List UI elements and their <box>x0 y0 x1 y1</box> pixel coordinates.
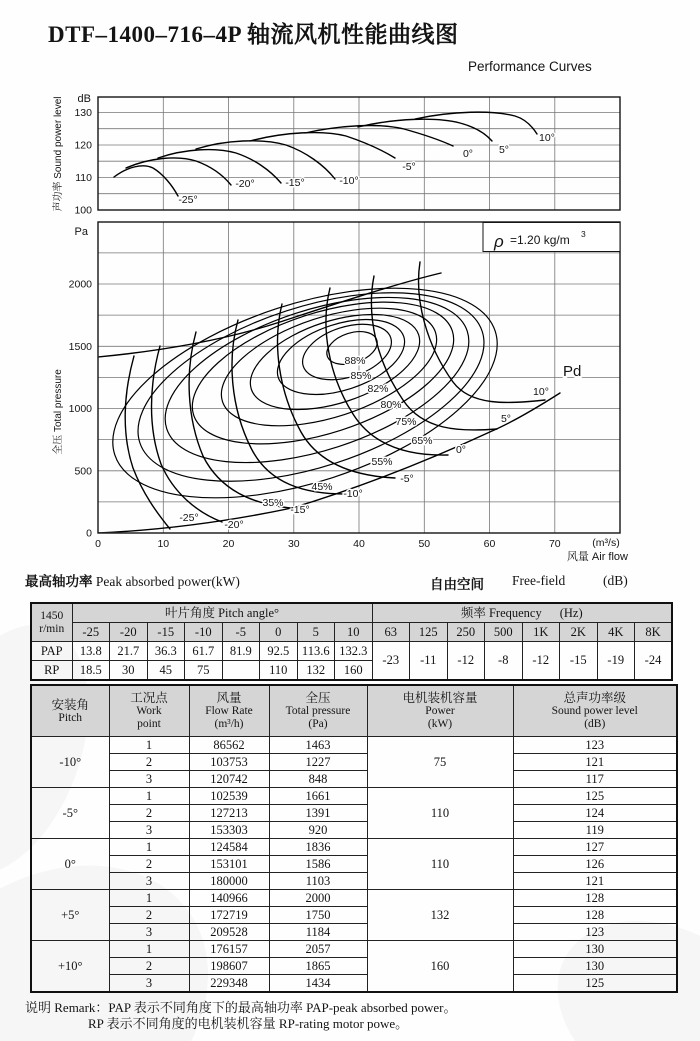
flow-rate: 209528 <box>189 924 269 941</box>
freq-col: 2K <box>560 623 598 642</box>
pitch-col: -10 <box>185 623 223 642</box>
freq-value: -11 <box>410 642 448 681</box>
freq-value: -12 <box>522 642 560 681</box>
table-row <box>31 754 677 771</box>
curve-label: -10° <box>343 488 363 500</box>
page-subtitle: Performance Curves <box>468 59 592 74</box>
pap-value: 36.3 <box>147 642 185 661</box>
power-cell: 132 <box>367 890 513 941</box>
pitch-col: -20 <box>110 623 148 642</box>
sound-power-level: 126 <box>513 856 677 873</box>
curve-label: -25° <box>179 512 199 524</box>
power-cell: 110 <box>367 788 513 839</box>
efficiency-label: 35% <box>262 497 284 509</box>
x-axis-title: 风量 Air flow <box>566 551 628 563</box>
pap-value: 13.8 <box>72 642 110 661</box>
freq-col: 1K <box>522 623 560 642</box>
sound-power-chart <box>51 93 620 217</box>
table-row <box>31 890 677 907</box>
sound-power-level: 130 <box>513 958 677 975</box>
table-row <box>31 975 677 993</box>
total-pressure-chart <box>51 222 628 563</box>
freq-col: 8K <box>635 623 673 642</box>
pap-value: 21.7 <box>110 642 148 661</box>
pitch-col: 10 <box>335 623 373 642</box>
y-tick: 2000 <box>68 278 92 291</box>
table-row <box>31 856 677 873</box>
pap-value: 81.9 <box>222 642 260 661</box>
pitch-col: -25 <box>72 623 110 642</box>
curve-label: -5° <box>400 473 414 485</box>
pitch-angle-header: 叶片角度 Pitch angle° <box>72 603 372 623</box>
curve-sound--10 <box>196 141 335 179</box>
work-point: 1 <box>109 890 189 907</box>
peak-power-frequency-table <box>30 602 673 681</box>
col-header-sound-power: 总声功率级 Sound power level (dB) <box>513 685 677 737</box>
freq-value: -8 <box>485 642 523 681</box>
rp-value: 160 <box>335 661 373 681</box>
sound-power-level: 124 <box>513 805 677 822</box>
work-point: 2 <box>109 856 189 873</box>
rho-value: =1.20 kg/m <box>510 233 570 247</box>
x-tick: 50 <box>418 538 431 550</box>
total-pressure: 1463 <box>269 737 367 754</box>
frequency-header-unit: (Hz) <box>559 605 583 620</box>
peak-power-caption-cn: 最高轴功率 <box>25 574 93 589</box>
freq-col: 63 <box>372 623 410 642</box>
y-unit-label: Pa <box>74 226 88 238</box>
table-row <box>31 737 677 754</box>
free-field-caption-unit: (dB) <box>603 573 628 588</box>
speed-cell <box>31 603 72 642</box>
flow-rate: 124584 <box>189 839 269 856</box>
y-axis-title: 全压 Total pressure <box>53 369 64 455</box>
total-pressure: 848 <box>269 771 367 788</box>
pitch-col: -15 <box>147 623 185 642</box>
pitch-col: -5 <box>222 623 260 642</box>
pitch-cell: -5° <box>31 788 109 839</box>
table-row <box>31 873 677 890</box>
rp-value: 30 <box>110 661 148 681</box>
x-ticks <box>95 538 561 550</box>
curve-sound-10 <box>415 112 537 134</box>
sound-power-level: 128 <box>513 890 677 907</box>
rp-value: 75 <box>185 661 223 681</box>
table-header-row <box>31 685 677 737</box>
rp-value <box>222 661 260 681</box>
table-row <box>31 788 677 805</box>
efficiency-label: 80% <box>380 399 402 411</box>
curve-label: 0° <box>455 444 467 456</box>
x-tick: 20 <box>222 538 235 550</box>
sound-power-level: 128 <box>513 907 677 924</box>
freq-value: -24 <box>635 642 673 681</box>
total-pressure: 1227 <box>269 754 367 771</box>
y-tick: 0 <box>86 527 92 540</box>
curve-label: -15° <box>290 504 310 516</box>
freq-col: 125 <box>410 623 448 642</box>
curve-sound--20 <box>126 158 231 185</box>
work-point: 1 <box>109 788 189 805</box>
table-row <box>31 907 677 924</box>
speed-unit: r/min <box>39 622 65 635</box>
sound-power-level: 130 <box>513 941 677 958</box>
total-pressure: 2000 <box>269 890 367 907</box>
sound-power-level: 117 <box>513 771 677 788</box>
power-cell: 75 <box>367 737 513 788</box>
work-point: 3 <box>109 873 189 890</box>
work-point: 1 <box>109 839 189 856</box>
curve-label: -20° <box>235 178 255 190</box>
pd-curve-label: Pd <box>563 363 582 380</box>
table-row <box>31 805 677 822</box>
table-row <box>31 771 677 788</box>
row-label: PAP <box>31 642 72 661</box>
freq-value: -23 <box>372 642 410 681</box>
work-point: 1 <box>109 941 189 958</box>
pressure-curve-area <box>87 247 560 540</box>
work-point: 2 <box>109 958 189 975</box>
col-header-pitch: 安装角 Pitch <box>31 685 109 737</box>
curve-press-10 <box>419 262 545 402</box>
sound-power-level: 125 <box>513 788 677 805</box>
pitch-cell: +10° <box>31 941 109 993</box>
curve-label: -10° <box>339 175 359 187</box>
total-pressure: 1103 <box>269 873 367 890</box>
total-pressure: 1836 <box>269 839 367 856</box>
sound-power-level: 121 <box>513 754 677 771</box>
peak-power-caption <box>25 570 240 590</box>
x-tick: 30 <box>287 538 300 550</box>
flow-rate: 153303 <box>189 822 269 839</box>
table-row <box>31 822 677 839</box>
curve-label: 5° <box>500 413 512 425</box>
free-field-caption-en: Free-field <box>512 573 566 588</box>
sound-power-level: 123 <box>513 924 677 941</box>
col-header-power: 电机装机容量 Power (kW) <box>367 685 513 737</box>
freq-col: 4K <box>597 623 635 642</box>
pap-value: 132.3 <box>335 642 373 661</box>
remark-line-1: 说明 Remark：PAP 表示不同角度下的最高轴功率 PAP-peak absorbed power。 <box>25 1000 457 1015</box>
x-tick: 60 <box>483 538 496 550</box>
pap-value: 61.7 <box>185 642 223 661</box>
rho-symbol: ρ <box>494 232 504 251</box>
flow-rate: 180000 <box>189 873 269 890</box>
table-row <box>31 924 677 941</box>
work-point: 3 <box>109 822 189 839</box>
efficiency-label: 45% <box>311 481 333 493</box>
efficiency-label: 55% <box>371 456 393 468</box>
freq-value: -15 <box>560 642 598 681</box>
flow-rate: 103753 <box>189 754 269 771</box>
work-point: 2 <box>109 754 189 771</box>
total-pressure: 1865 <box>269 958 367 975</box>
pitch-col: 5 <box>297 623 335 642</box>
work-point: 2 <box>109 907 189 924</box>
sound-curves <box>114 112 537 196</box>
y-tick: 120 <box>74 139 92 152</box>
performance-charts <box>0 85 700 575</box>
curve-label: -15° <box>285 177 305 189</box>
work-point: 1 <box>109 737 189 754</box>
efficiency-label: 82% <box>367 383 389 395</box>
flow-rate: 172719 <box>189 907 269 924</box>
y-tick: 1500 <box>68 340 92 353</box>
x-tick: 0 <box>95 538 101 550</box>
curve-label: -25° <box>178 194 198 206</box>
efficiency-label: 75% <box>395 416 417 428</box>
flow-rate: 153101 <box>189 856 269 873</box>
pd-curve <box>98 393 560 533</box>
sound-power-level: 125 <box>513 975 677 993</box>
total-pressure: 1750 <box>269 907 367 924</box>
efficiency-label: 88% <box>344 355 366 367</box>
total-pressure: 1184 <box>269 924 367 941</box>
pap-value: 92.5 <box>260 642 298 661</box>
total-pressure: 1586 <box>269 856 367 873</box>
y-unit-label: dB <box>77 93 91 105</box>
curve-label: -20° <box>224 519 244 531</box>
pitch-cell: 0° <box>31 839 109 890</box>
total-pressure: 1434 <box>269 975 367 993</box>
curve-label: 10° <box>539 132 555 144</box>
rho-annotation <box>483 223 620 252</box>
power-cell: 110 <box>367 839 513 890</box>
pap-value: 113.6 <box>297 642 335 661</box>
pitch-col: 0 <box>260 623 298 642</box>
efficiency-label: 65% <box>411 435 433 447</box>
flow-rate: 198607 <box>189 958 269 975</box>
contour-55 <box>145 265 489 496</box>
x-tick: 70 <box>548 538 561 550</box>
flow-rate: 176157 <box>189 941 269 958</box>
sound-power-level: 123 <box>513 737 677 754</box>
col-header-work-point: 工况点 Work point <box>109 685 189 737</box>
freq-col: 500 <box>485 623 523 642</box>
flow-rate: 86562 <box>189 737 269 754</box>
work-point: 3 <box>109 924 189 941</box>
total-pressure: 2057 <box>269 941 367 958</box>
rp-value: 45 <box>147 661 185 681</box>
curve-sound-5 <box>358 119 492 141</box>
rp-value: 132 <box>297 661 335 681</box>
frequency-header-text: 频率 Frequency <box>460 605 542 620</box>
contour-85 <box>296 314 399 390</box>
curve-label: 0° <box>462 148 474 160</box>
col-header-total-pressure: 全压 Total pressure (Pa) <box>269 685 367 737</box>
work-point: 3 <box>109 975 189 993</box>
curve-sound--25 <box>114 166 178 196</box>
pitch-cell: +5° <box>31 890 109 941</box>
x-tick: 10 <box>157 538 170 550</box>
rp-value: 110 <box>260 661 298 681</box>
sound-power-level: 127 <box>513 839 677 856</box>
y-axis-title: 声功率 Sound power level <box>53 96 64 212</box>
flow-rate: 229348 <box>189 975 269 993</box>
freq-value: -12 <box>447 642 485 681</box>
freq-value: -19 <box>597 642 635 681</box>
total-pressure: 1661 <box>269 788 367 805</box>
free-field-caption-cn: 自由空间 <box>430 577 484 592</box>
table-row <box>31 958 677 975</box>
peak-power-caption-en: Peak absorbed power(kW) <box>95 574 240 589</box>
x-unit-label: (m³/s) <box>592 537 620 549</box>
table-row <box>31 941 677 958</box>
remark <box>25 1000 457 1032</box>
x-tick: 40 <box>353 538 365 550</box>
flow-rate: 127213 <box>189 805 269 822</box>
table-row <box>31 839 677 856</box>
work-point: 2 <box>109 805 189 822</box>
row-label: RP <box>31 661 72 681</box>
y-tick: 500 <box>74 465 92 478</box>
curve-label: 5° <box>498 144 510 156</box>
frequency-header <box>372 603 672 623</box>
col-header-flow-rate: 风量 Flow Rate (m³/h) <box>189 685 269 737</box>
y-tick: 130 <box>74 107 92 119</box>
flow-rate: 120742 <box>189 771 269 788</box>
power-cell: 160 <box>367 941 513 993</box>
pressure-curves <box>125 262 545 529</box>
total-pressure: 1391 <box>269 805 367 822</box>
flow-rate: 140966 <box>189 890 269 907</box>
page-title: DTF–1400–716–4P 轴流风机性能曲线图 <box>48 22 459 47</box>
total-pressure: 920 <box>269 822 367 839</box>
sound-power-level: 121 <box>513 873 677 890</box>
work-point: 3 <box>109 771 189 788</box>
curve-label: 10° <box>533 386 549 398</box>
speed-value: 1450 <box>40 609 64 622</box>
curve-sound--15 <box>158 150 281 183</box>
sound-power-level: 119 <box>513 822 677 839</box>
y-tick: 100 <box>74 204 92 217</box>
y-tick: 1000 <box>68 403 92 415</box>
curve-label: -5° <box>402 161 416 173</box>
rho-sup: 3 <box>581 229 586 239</box>
flow-rate: 102539 <box>189 788 269 805</box>
pitch-cell: -10° <box>31 737 109 788</box>
freq-col: 250 <box>447 623 485 642</box>
remark-line-2: RP 表示不同角度的电机装机容量 RP-rating motor powe。 <box>88 1016 409 1031</box>
efficiency-label: 85% <box>350 370 372 382</box>
y-tick: 110 <box>75 172 92 184</box>
working-point-table <box>30 684 678 993</box>
rp-value: 18.5 <box>72 661 110 681</box>
